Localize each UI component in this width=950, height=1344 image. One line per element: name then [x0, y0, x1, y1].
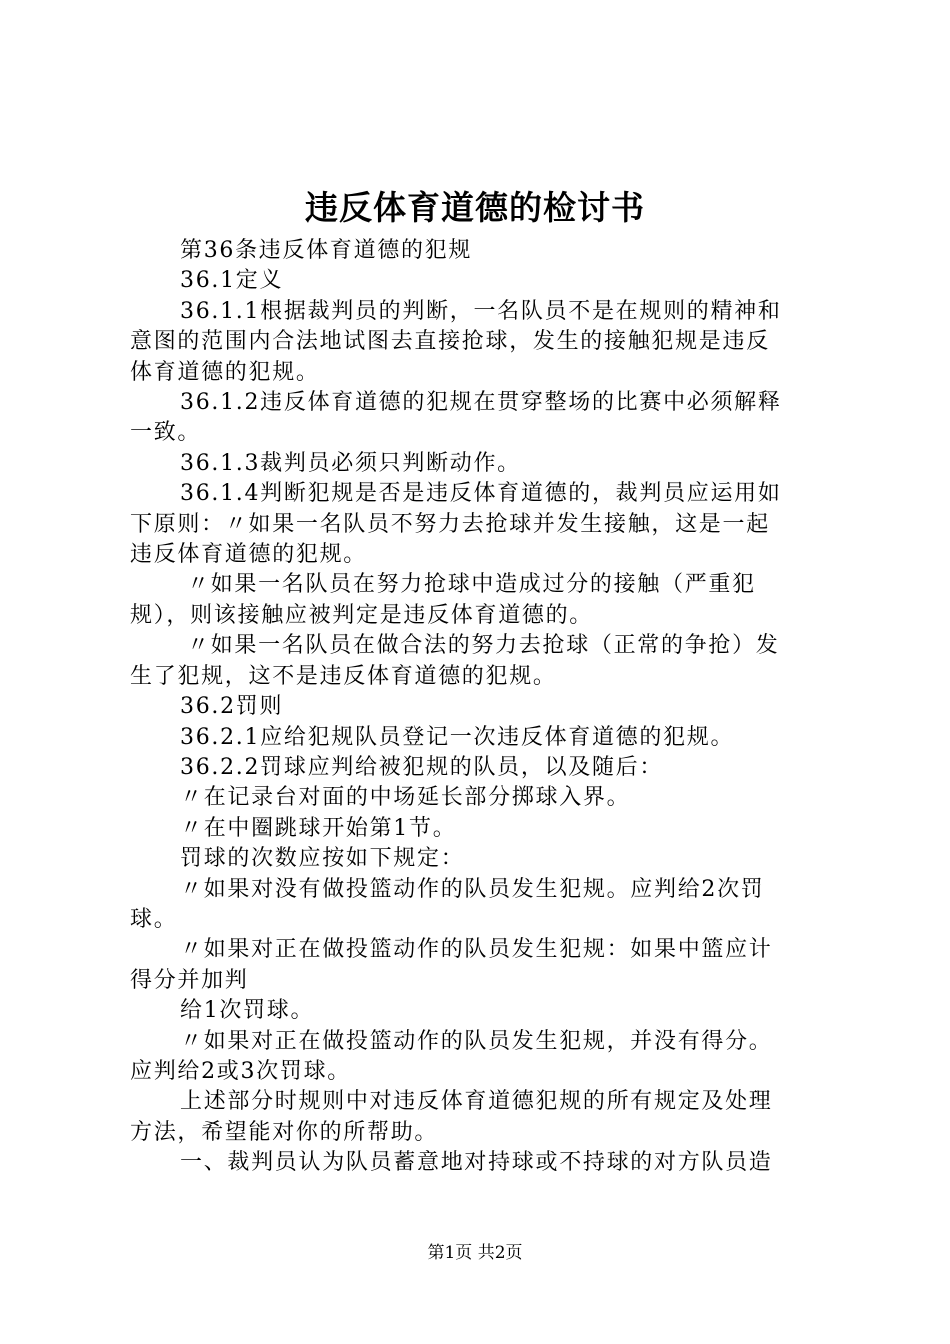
text-line: 36.1定义	[180, 268, 284, 294]
text-line: 第36条违反体育道德的犯规	[180, 238, 473, 263]
page-footer: 第1页 共2页	[427, 1243, 523, 1263]
text-line: 〃如果对正在做投篮动作的队员发生犯规，并没有得分。	[180, 1028, 773, 1054]
text-line: 36.1.4判断犯规是否是违反体育道德的，裁判员应运用如	[180, 481, 782, 507]
text-line: 36.2.1应给犯规队员登记一次违反体育道德的犯规。	[180, 724, 735, 750]
text-line: 36.1.1根据裁判员的判断，一名队员不是在规则的精神和	[180, 298, 782, 324]
document-body	[130, 236, 830, 1179]
text-line: 36.2.2罚球应判给被犯规的队员，以及随后：	[180, 754, 664, 780]
text-line: 一致。	[130, 420, 202, 446]
text-line: 〃如果一名队员在努力抢球中造成过分的接触（严重犯	[187, 572, 756, 598]
text-line: 给1次罚球。	[180, 998, 315, 1024]
text-line: 违反体育道德的犯规。	[130, 542, 368, 568]
text-line: 下原则：〃如果一名队员不努力去抢球并发生接触，这是一起	[130, 511, 770, 537]
text-line: 〃如果对没有做投篮动作的队员发生犯规。应判给2次罚	[180, 876, 765, 902]
text-line: 得分并加判	[130, 967, 249, 993]
text-line: 〃在记录台对面的中场延长部分掷球入界。	[180, 785, 631, 811]
text-line: 体育道德的犯规。	[130, 359, 320, 385]
text-line: 36.1.3裁判员必须只判断动作。	[180, 450, 521, 476]
document-title: 违反体育道德的检讨书	[305, 188, 645, 227]
text-line: 生了犯规，这不是违反体育道德的犯规。	[130, 663, 557, 689]
text-line: 〃如果对正在做投篮动作的队员发生犯规：如果中篮应计	[180, 937, 773, 963]
text-line: 应判给2或3次罚球。	[130, 1058, 351, 1084]
text-line: 上述部分时规则中对违反体育道德犯规的所有规定及处理	[180, 1089, 773, 1115]
text-line: 意图的范围内合法地试图去直接抢球，发生的接触犯规是违反	[130, 329, 770, 355]
text-line: 36.1.2违反体育道德的犯规在贯穿整场的比赛中必须解释	[180, 390, 782, 416]
text-line: 〃如果一名队员在做合法的努力去抢球（正常的争抢）发	[187, 633, 780, 659]
text-line: 36.2罚则	[180, 694, 284, 720]
text-line: 一、裁判员认为队员蓄意地对持球或不持球的对方队员造	[180, 1150, 773, 1176]
text-line: 罚球的次数应按如下规定：	[180, 846, 465, 872]
text-line: 方法，希望能对你的所帮助。	[130, 1119, 439, 1145]
text-line: 〃在中圈跳球开始第1节。	[180, 815, 457, 841]
text-line: 球。	[130, 906, 178, 932]
text-line: 规），则该接触应被判定是违反体育道德的。	[130, 602, 594, 628]
